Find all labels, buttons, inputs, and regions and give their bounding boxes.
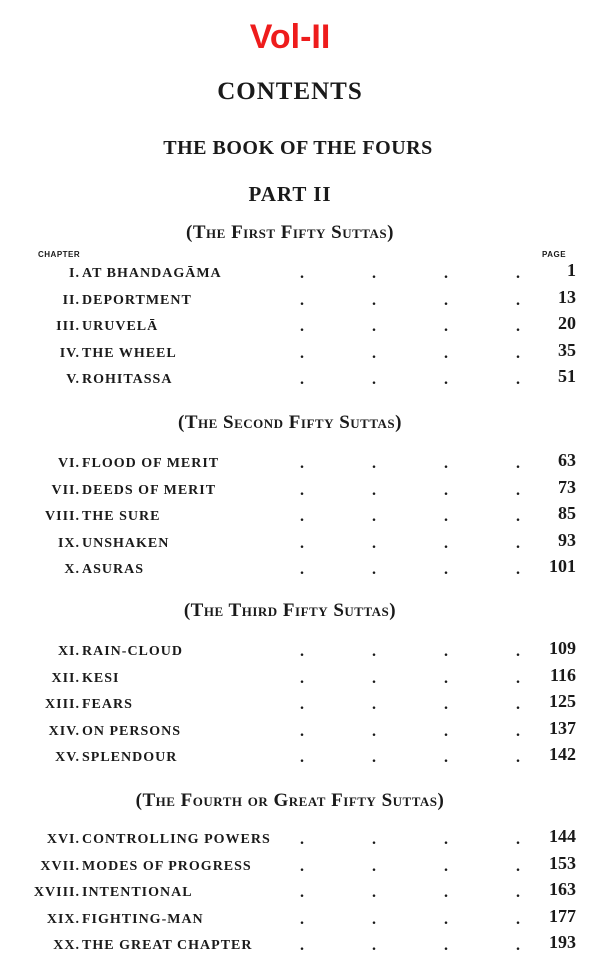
leader-dot: . — [372, 669, 376, 687]
chapter-title: FIGHTING-MAN — [82, 911, 204, 927]
chapter-title: INTENTIONAL — [82, 885, 193, 900]
leader-dot: . — [444, 455, 448, 472]
toc-entry[interactable] — [0, 693, 600, 717]
leader-dot: . — [516, 291, 520, 309]
chapter-number: VI. — [57, 456, 80, 471]
book-title: THE BOOK OF THE FOURS — [163, 137, 433, 159]
toc-entry[interactable] — [0, 476, 600, 503]
toc-entry[interactable] — [0, 640, 600, 664]
toc-entry[interactable] — [0, 828, 600, 852]
leader-dot: . — [516, 534, 520, 552]
toc-entry[interactable] — [0, 852, 600, 879]
chapter-title: ON PERSONS — [82, 723, 182, 739]
page-number: 116 — [549, 664, 576, 685]
leader-dot: . — [372, 937, 376, 954]
leader-dot: . — [372, 344, 376, 362]
leader-dot: . — [444, 910, 448, 928]
leader-dot: . — [300, 265, 304, 282]
page-number: 101 — [549, 556, 576, 576]
page-number: 73 — [558, 476, 576, 497]
page-number: 177 — [549, 905, 576, 926]
leader-dot: . — [444, 669, 448, 687]
page-number: 153 — [549, 852, 576, 873]
toc-entry[interactable] — [0, 315, 600, 339]
leader-dot: . — [300, 371, 304, 388]
leader-dot: . — [372, 291, 376, 309]
toc-entry[interactable] — [0, 339, 600, 366]
chapter-title: THE GREAT CHAPTER — [82, 938, 253, 953]
leader-dot: . — [372, 265, 376, 282]
chapter-number: XVI. — [46, 832, 80, 847]
leader-dot: . — [300, 344, 304, 362]
chapter-number: XIV. — [48, 723, 80, 739]
leader-dot: . — [372, 371, 376, 388]
toc-entry[interactable] — [0, 717, 600, 744]
toc-entry[interactable] — [0, 934, 600, 958]
leader-dot: . — [300, 722, 304, 740]
page-number: 85 — [558, 503, 576, 523]
leader-dot: . — [516, 455, 520, 472]
leader-dot: . — [444, 318, 448, 335]
page-number: 144 — [549, 826, 576, 846]
leader-dot: . — [372, 455, 376, 472]
chapter-number: XVII. — [40, 858, 80, 874]
leader-dot: . — [300, 937, 304, 954]
page-number: 35 — [558, 339, 576, 360]
leader-dot: . — [516, 669, 520, 687]
chapter-title: ASURAS — [82, 562, 145, 577]
toc-entry[interactable] — [0, 905, 600, 932]
leader-dot: . — [516, 910, 520, 928]
leader-dot: . — [444, 857, 448, 875]
leader-dot: . — [516, 857, 520, 875]
leader-dot: . — [300, 318, 304, 335]
leader-dot: . — [516, 508, 520, 525]
chapter-number: IV. — [59, 345, 80, 361]
volume-label: Vol-II — [249, 18, 331, 56]
section-heading: (The Third Fifty Suttas) — [183, 600, 397, 621]
leader-dot: . — [300, 831, 304, 848]
page-number: 193 — [549, 932, 576, 952]
toc-entry[interactable] — [0, 368, 600, 392]
leader-dot: . — [300, 857, 304, 875]
leader-dot: . — [444, 371, 448, 388]
chapter-title: THE SURE — [82, 509, 161, 524]
leader-dot: . — [372, 508, 376, 525]
page-number: 13 — [558, 286, 576, 307]
chapter-title: THE WHEEL — [82, 345, 177, 361]
leader-dot: . — [300, 910, 304, 928]
leader-dot: . — [300, 669, 304, 687]
leader-dot: . — [516, 318, 520, 335]
toc-entry[interactable] — [0, 286, 600, 313]
toc-entry[interactable] — [0, 452, 600, 476]
leader-dot: . — [372, 318, 376, 335]
chapter-title: FLOOD OF MERIT — [82, 456, 220, 471]
leader-dot: . — [444, 508, 448, 525]
chapter-title: MODES OF PROGRESS — [82, 858, 252, 874]
page-number: 63 — [558, 450, 576, 470]
chapter-number: X. — [64, 562, 80, 577]
toc-entry[interactable] — [0, 746, 600, 770]
chapter-title: URUVELĀ — [82, 319, 159, 334]
chapter-title: FEARS — [82, 697, 133, 712]
leader-dot: . — [444, 344, 448, 362]
page-number: 142 — [549, 744, 576, 764]
chapter-title: SPLENDOUR — [82, 750, 178, 765]
chapter-title: ROHITASSA — [82, 372, 173, 387]
leader-dot: . — [516, 884, 520, 901]
chapter-number: VII. — [51, 482, 80, 498]
chapter-title: UNSHAKEN — [82, 535, 170, 551]
page-number: 125 — [549, 691, 576, 711]
page-number: 93 — [558, 529, 576, 550]
section-heading: (The Fourth or Great Fifty Suttas) — [135, 790, 445, 811]
leader-dot: . — [300, 481, 304, 499]
leader-dot: . — [372, 857, 376, 875]
chapter-number: XIII. — [45, 697, 80, 712]
leader-dot: . — [372, 561, 376, 578]
leader-dot: . — [372, 884, 376, 901]
leader-dot: . — [372, 696, 376, 713]
toc-entry[interactable] — [0, 505, 600, 529]
toc-entry[interactable] — [0, 529, 600, 556]
leader-dot: . — [444, 643, 448, 660]
chapter-column-label: CHAPTER — [38, 250, 81, 259]
leader-dot: . — [300, 534, 304, 552]
leader-dot: . — [372, 643, 376, 660]
leader-dot: . — [300, 561, 304, 578]
leader-dot: . — [516, 831, 520, 848]
leader-dot: . — [444, 291, 448, 309]
page-number: 109 — [549, 638, 576, 658]
leader-dot: . — [300, 884, 304, 901]
toc-entry[interactable] — [0, 664, 600, 691]
page-number: 137 — [549, 717, 576, 738]
chapter-title: AT BHANDAGĀMA — [82, 266, 222, 281]
leader-dot: . — [300, 508, 304, 525]
page-number: 20 — [558, 313, 576, 333]
page-number: 163 — [549, 879, 576, 899]
page-column-label: PAGE — [542, 250, 567, 259]
page-number: 1 — [567, 260, 576, 280]
leader-dot: . — [516, 937, 520, 954]
leader-dot: . — [372, 831, 376, 848]
section-heading: (The First Fifty Suttas) — [186, 222, 394, 243]
leader-dot: . — [300, 749, 304, 766]
leader-dot: . — [372, 481, 376, 499]
toc-entry[interactable] — [0, 881, 600, 905]
leader-dot: . — [444, 534, 448, 552]
leader-dot: . — [444, 831, 448, 848]
chapter-number: V. — [66, 372, 80, 387]
toc-entry[interactable] — [0, 558, 600, 582]
leader-dot: . — [516, 749, 520, 766]
toc-entry[interactable] — [0, 262, 600, 286]
chapter-number: VIII. — [45, 509, 80, 524]
chapter-title: CONTROLLING POWERS — [82, 832, 271, 847]
leader-dot: . — [372, 722, 376, 740]
leader-dot: . — [444, 696, 448, 713]
chapter-number: I. — [69, 266, 80, 281]
page-number: 51 — [558, 366, 576, 386]
chapter-title: DEEDS OF MERIT — [82, 482, 217, 498]
leader-dot: . — [372, 534, 376, 552]
chapter-number: XV. — [55, 750, 80, 765]
leader-dot: . — [516, 643, 520, 660]
leader-dot: . — [444, 749, 448, 766]
leader-dot: . — [516, 696, 520, 713]
chapter-title: DEPORTMENT — [82, 292, 192, 308]
leader-dot: . — [372, 749, 376, 766]
chapter-title: RAIN-CLOUD — [82, 644, 183, 659]
chapter-number: IX. — [57, 535, 80, 551]
section-heading: (The Second Fifty Suttas) — [178, 412, 402, 433]
leader-dot: . — [300, 696, 304, 713]
chapter-number: XIX. — [46, 911, 80, 927]
leader-dot: . — [444, 937, 448, 954]
chapter-number: XVIII. — [33, 885, 80, 900]
chapter-number: II. — [62, 292, 80, 308]
leader-dot: . — [516, 722, 520, 740]
leader-dot: . — [444, 481, 448, 499]
contents-heading: CONTENTS — [217, 78, 363, 105]
leader-dot: . — [516, 344, 520, 362]
leader-dot: . — [300, 291, 304, 309]
part-title: PART II — [248, 182, 332, 206]
leader-dot: . — [444, 722, 448, 740]
chapter-number: XII. — [51, 670, 80, 686]
leader-dot: . — [516, 371, 520, 388]
chapter-number: III. — [56, 319, 80, 334]
leader-dot: . — [444, 265, 448, 282]
chapter-number: XX. — [53, 938, 80, 953]
leader-dot: . — [516, 481, 520, 499]
leader-dot: . — [444, 884, 448, 901]
leader-dot: . — [300, 643, 304, 660]
leader-dot: . — [516, 265, 520, 282]
leader-dot: . — [444, 561, 448, 578]
leader-dot: . — [300, 455, 304, 472]
leader-dot: . — [372, 910, 376, 928]
chapter-number: XI. — [57, 644, 80, 659]
chapter-title: KESI — [82, 670, 120, 686]
leader-dot: . — [516, 561, 520, 578]
